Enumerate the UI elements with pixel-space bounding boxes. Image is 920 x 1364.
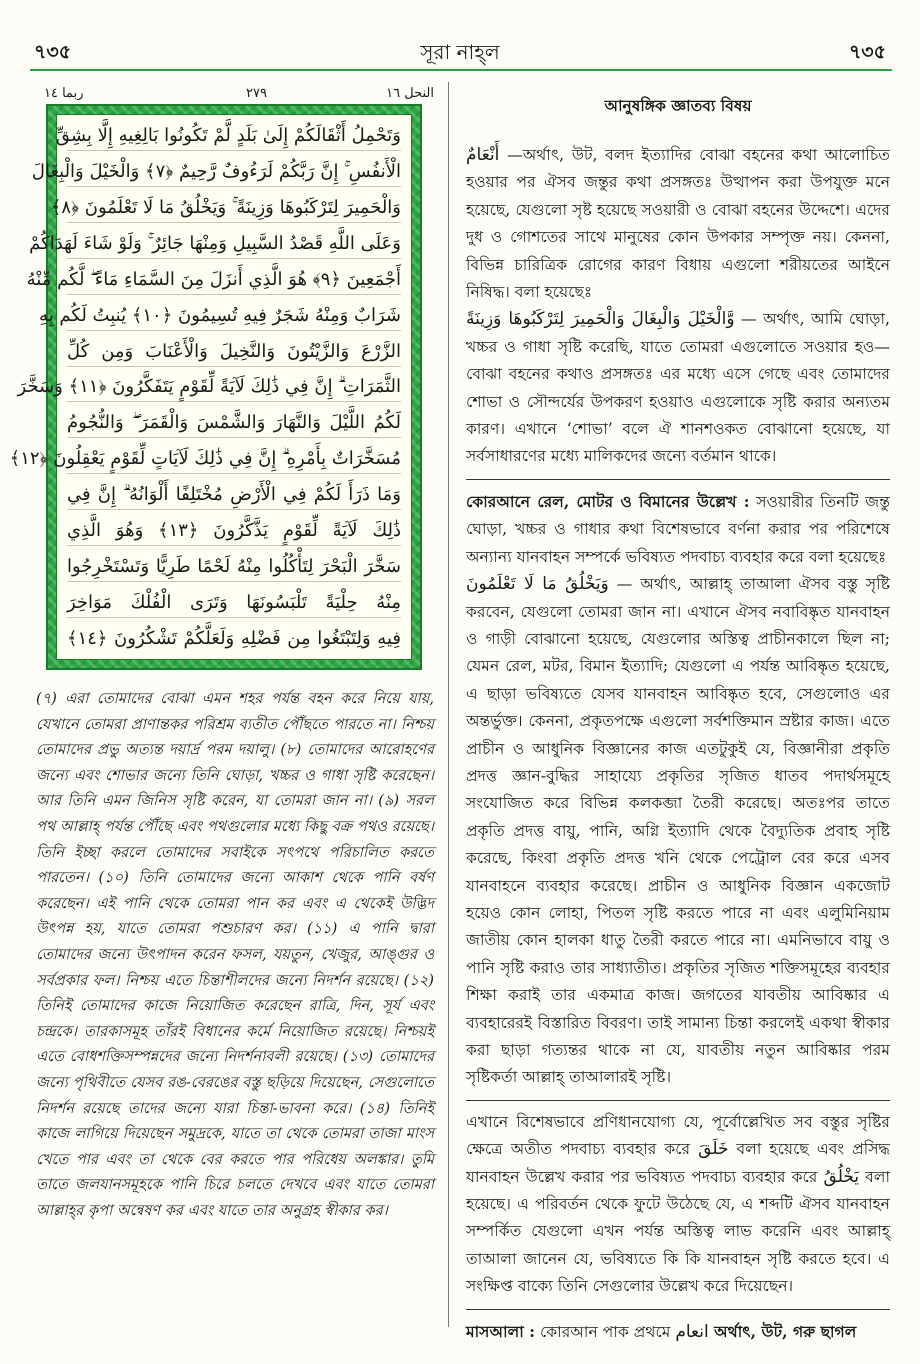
section-title: আনুষঙ্গিক জ্ঞাতব্য বিষয় xyxy=(604,96,752,115)
ayah-line: الزَّرْعَ وَالزَّيْتُونَ وَالنَّخِيلَ وَالْأَعْنَابَ وَمِن كُلِّ xyxy=(67,337,401,367)
ayah-line: الْأَنفُسِ ۚ إِنَّ رَبَّكُمْ لَرَءُوفٌ رَّحِيمٌ ﴿٧﴾ وَالْخَيْلَ وَالْبِغَالَ xyxy=(67,157,401,187)
paragraph-text: অর্থাৎ, উট, গরু ছাগল xyxy=(708,1321,857,1341)
commentary-paragraph xyxy=(466,1318,890,1346)
ayah-line: لَكُمُ اللَّيْلَ وَالنَّهَارَ وَالشَّمْسَ وَالْقَمَرَ ۖ وَالنُّجُومُ xyxy=(67,408,401,438)
arabic-term: أَنْعَامٌ xyxy=(466,145,500,165)
bengali-translation: (৭) এরা তোমাদের বোঝা এমন শহর পর্যন্ত বহন করে নিয়ে যায়, যেখানে তোমরা প্রাণান্তকর পরিশ্রম ব্যতীত পৌঁছতে পারতে না। নিশ্চয় তোমাদের প্রভু অত্যন্ত দয়ার্দ্র পরম দয়ালু। (৮) তোমাদের আরোহণের জন্যে এবং শোভার জন্যে তিনি ঘোড়া, খচ্চর ও গাধা সৃষ্টি করেছেন। আর তিনি এমন জিনিস সৃষ্টি করেন, যা তোমরা জান না। (৯) সরল পথ আল্লাহ্ পর্যন্ত পৌঁছে এবং পথগুলোর মধ্যে কিছু বক্র পথও রয়েছে। তিনি ইচ্ছা করলে তোমাদের সবাইকে সৎপথে পরিচালিত করতে পারতেন। (১০) তিনি তোমাদের জন্যে আকাশ থেকে পানি বর্ষণ করেছেন। এই পানি থেকে তোমরা পান কর এবং এ থেকেই উদ্ভিদ উৎপন্ন হয়, যাতে তোমরা পশুচারণ কর। (১১) এ পানি দ্বারা তোমাদের জন্যে উৎপাদন করেন ফসল, যয়তুন, খেজুর, আঙ্গুর ও সর্বপ্রকার ফল। নিশ্চয় এতে চিন্তাশীলদের জন্যে নিদর্শন রয়েছে। (১২) তিনিই তোমাদের কাজে নিয়োজিত করেছেন রাত্রি, দিন, সূর্য এবং চন্দ্রকে। তারকাসমূহ তাঁরই বিধানের কর্মে নিয়োজিত রয়েছে। নিশ্চয়ই এতে বোধশক্তিসম্পন্নদের জন্যে নিদর্শনাবলী রয়েছে। (১৩) তোমাদের জন্যে পৃথিবীতে যেসব রঙ-বেরঙের বস্তু ছড়িয়ে দিয়েছেন, সেগুলোতে নিদর্শন রয়েছে তাদের জন্যে যারা চিন্তা-ভাবনা করে। (১৪) তিনিই কাজে লাগিয়ে দিয়েছেন সমুদ্রকে, যাতে তা থেকে তোমরা তাজা মাংস খেতে পার এবং তা থেকে বের করতে পার পরিধেয় অলঙ্কার। তুমি তাতে জলযানসমূহকে পানি চিরে চলতে দেখবে এবং যাতে তোমরা আল্লাহ্‌র কৃপা অন্বেষণ কর এবং যাতে তার অনুগ্রহ স্বীকার কর। xyxy=(36,690,434,1219)
section-rule xyxy=(466,479,890,480)
quran-page-meta xyxy=(36,82,440,104)
paragraph-text: বলা হয়েছে এবং প্রসিদ্ধ যানবাহন উল্লেখ করার পর ভবিষ্যত পদবাচ্য ব্যবহার করে xyxy=(466,1140,890,1186)
paragraph-text: বলা হয়েছে। এ পরিবর্তন থেকে ফুটে উঠেছে যে, এ শব্দটি ঐসব যানবাহন সম্পর্কিত যেগুলো এখন পর্যন্ত অস্তিত্ব লাভ করেনি এবং আল্লাহ্ তাআলা জানেন যে, ভবিষ্যতে কি কি যানবাহন সৃষ্টি করতে হবে। এ সংক্ষিপ্ত বাক্যে তিনি সেগুলোর উল্লেখ করে দিয়েছেন। xyxy=(466,1167,890,1296)
surah-title: সূরা নাহ্‌ল xyxy=(420,40,500,64)
ayah-line: الثَّمَرَاتِ ۗ إِنَّ فِي ذَٰلِكَ لَآيَةً لِّقَوْمٍ يَتَفَكَّرُونَ ﴿١١﴾ وَسَخَّرَ xyxy=(67,372,401,402)
quran-page-number: ٢٧٩ xyxy=(246,86,267,101)
arabic-quote: وَيَخْلُقُ مَا لَا تَعْلَمُونَ xyxy=(466,574,609,595)
subsection-heading: কোরআনে রেল, মোটর ও বিমানের উল্লেখ : xyxy=(466,491,750,511)
para-label-arabic: ربما ١٤ xyxy=(44,86,84,101)
ayah-line: فِيهِ وَلِتَبْتَغُوا مِن فَضْلِهِ وَلَعَلَّكُمْ تَشْكُرُونَ ﴿١٤﴾ xyxy=(67,627,401,649)
page-header xyxy=(0,0,920,80)
quran-text-frame xyxy=(9,104,422,670)
ayah-line: وَتَحْمِلُ أَثْقَالَكُمْ إِلَىٰ بَلَدٍ لَّمْ تَكُونُوا بَالِغِيهِ إِلَّا بِشِقِّ xyxy=(67,121,401,151)
arabic-term: انعام xyxy=(675,1321,709,1342)
right-page-number: ৭৩৫ xyxy=(848,41,886,63)
subsection-heading: মাসআলা : xyxy=(466,1321,535,1341)
ayah-line: وَالْحَمِيرَ لِتَرْكَبُوهَا وَزِينَةً ۚ وَيَخْلُقُ مَا لَا تَعْلَمُونَ ﴿٨﴾ xyxy=(67,193,401,223)
arabic-term: خَلَقَ xyxy=(698,1139,729,1160)
commentary-paragraph xyxy=(466,306,890,470)
ayah-line: وَمَا ذَرَأَ لَكُمْ فِي الْأَرْضِ مُخْتَلِفًا أَلْوَانُهُ ۗ إِنَّ فِي xyxy=(67,480,401,510)
commentary-paragraph xyxy=(466,488,890,571)
paragraph-text: সওয়ারীর তিনটি জন্তু ঘোড়া, খচ্চর ও গাধার কথা বিশেষভাবে বর্ণনা করার পর পরিশেষে অন্যান্য যানবাহন সম্পর্কে ভবিষ্যত পদবাচ্য ব্যবহার করে বলা হয়েছেঃ xyxy=(466,492,890,566)
paragraph-text: —অর্থাৎ, উট, বলদ ইত্যাদির বোঝা বহনের কথা আলোচিত হওয়ার পর ঐসব জন্তুর কথা প্রসঙ্গতঃ উত্থাপন করা উপযুক্ত মনে হয়েছে, যেগুলো সৃষ্ট হয়েছে সওয়ারী ও বোঝা বহনের উদ্দেশে। এদের দুধ ও গোশতের সাথে মানুষের কোন উপকার সম্পৃক্ত নয়। কেননা, বিভিন্ন চারিত্রিক রোগের কারণ বিধায় এগুলো শরীয়তের আইনে নিষিদ্ধ। বলা হয়েছেঃ xyxy=(466,146,890,302)
ayah-line: أَجْمَعِينَ ﴿٩﴾ هُوَ الَّذِي أَنزَلَ مِنَ السَّمَاءِ مَاءً ۖ لَّكُم مِّنْهُ xyxy=(67,265,401,295)
section-rule xyxy=(466,1309,890,1310)
arabic-quote: وَّالْخَيْلَ وَالْبِغَالَ وَالْحَمِيرَ لِتَرْكَبُوهَا وَزِينَةً xyxy=(466,309,735,330)
commentary-paragraph xyxy=(466,571,890,1092)
left-column xyxy=(9,82,440,1332)
ayah-line: مُسَخَّرَاتٌ بِأَمْرِهِ ۗ إِنَّ فِي ذَٰلِكَ لَآيَاتٍ لِّقَوْمٍ يَعْقِلُونَ ﴿١٢﴾ xyxy=(67,444,401,474)
paragraph-text: এখানে বিশেষভাবে প্রণিধানযোগ্য যে, পূর্বোল্লেখিত সব বস্তুর সৃষ্টির ক্ষেত্রে অতীত পদবাচ্য ব্যবহার করে xyxy=(466,1112,890,1159)
header-divider xyxy=(30,69,892,71)
right-column xyxy=(466,82,890,1342)
section-rule xyxy=(466,1100,890,1101)
paragraph-text: — অর্থাৎ, আল্লাহ্ তাআলা ঐসব বস্তু সৃষ্টি করবেন, যেগুলো তোমরা জান না। এখানে ঐসব নবাবিষ্কৃত যানবাহন ও গাড়ী বোঝানো হয়েছে, যেগুলোর অস্তিত্ব প্রাচীনকালে ছিল না; যেমন রেল, মটর, বিমান ইত্যাদি; যেগুলো এ পর্যন্ত আবিষ্কৃত হয়েছে, এ ছাড়া ভবিষ্যতে যেসব যানবাহন আবিষ্কৃত হবে, সেগুলোও এর অন্তর্ভুক্ত। কেননা, প্রকৃতপক্ষে এগুলো সর্বশক্তিমান স্রষ্টার কাজ। এতে প্রাচীন ও আধুনিক বিজ্ঞানের কাজ এতটুকুই যে, বিজ্ঞানীরা প্রকৃতি প্রদত্ত জ্ঞান-বুদ্ধির সাহায্যে প্রকৃতির সৃজিত ধাতব পদার্থসমূহে সংযোজিত করে বিভিন্ন কলকব্জা তৈরী করেছে। অতঃপর তাতে প্রকৃতি প্রদত্ত বায়ু, পানি, অগ্নি ইত্যাদি থেকে বৈদ্যুতিক প্রবাহ সৃষ্টি করেছে, কিংবা প্রকৃতি প্রদত্ত খনি থেকে পেট্রোল বের করে এসব যানবাহনে ব্যবহার করেছে। প্রাচীন ও আধুনিক বিজ্ঞান একজোট হয়েও কোন লোহা, পিতল সৃষ্টি করতে পারে না এবং এলুমিনিয়াম জাতীয় কোন হালকা ধাতু তৈরী করতে পারে না। এমনিভাবে বায়ু ও পানি সৃষ্টি করাও তার সাধ্যাতীত। প্রকৃতির সৃজিত শক্তিসমূহের ব্যবহার শিক্ষা করাই তার একমাত্র কাজ। জগতের যাবতীয় আবিষ্কার এ ব্যবহারেরই বিস্তারিত বিবরণ। তাই সামান্য চিন্তা করলেই একথা স্বীকার করা ছাড়া গত্যন্তর থাকে না যে, যাবতীয় নতুন আবিষ্কার পরম সৃষ্টিকর্তা আল্লাহ্ তাআলারই সৃষ্টি। xyxy=(466,575,890,1087)
commentary-paragraph xyxy=(466,1109,890,1301)
ayah-line: مِنْهُ حِلْيَةً تَلْبَسُونَهَا وَتَرَى الْفُلْكَ مَوَاخِرَ xyxy=(67,588,401,618)
surah-label-arabic: النحل ١٦ xyxy=(386,86,434,101)
column-divider xyxy=(448,82,449,1327)
ayah-line: شَرَابٌ وَمِنْهُ شَجَرٌ فِيهِ تُسِيمُونَ ﴿١٠﴾ يُنبِتُ لَكُم بِهِ xyxy=(67,301,401,331)
ayah-line: ذَٰلِكَ لَآيَةً لِّقَوْمٍ يَذَّكَّرُونَ ﴿١٣﴾ وَهُوَ الَّذِي xyxy=(67,516,401,546)
arabic-term: يَخْلُقُ xyxy=(823,1166,860,1187)
left-page-number: ৭৩৫ xyxy=(34,41,72,63)
quran-text-box xyxy=(9,114,412,660)
paragraph-text: কোরআন পাক প্রথমে xyxy=(535,1322,676,1341)
ayah-line: وَعَلَى اللَّهِ قَصْدُ السَّبِيلِ وَمِنْهَا جَائِرٌ ۚ وَلَوْ شَاءَ لَهَدَاكُمْ xyxy=(67,229,401,259)
ayah-line: سَخَّرَ الْبَحْرَ لِتَأْكُلُوا مِنْهُ لَحْمًا طَرِيًّا وَتَسْتَخْرِجُوا xyxy=(67,552,401,582)
commentary-paragraph xyxy=(466,142,890,306)
paragraph-text: — অর্থাৎ, আমি ঘোড়া, খচ্চর ও গাধা সৃষ্টি করেছি, যাতে তোমরা এগুলোতে সওয়ার হও—বোঝা বহনের কথাও প্রসঙ্গতঃ এর মধ্যে এসে গেছে এবং তোমাদের শোভা ও সৌন্দর্যের উপকরণ হওয়াও এগুলোকে সৃষ্টি করার অন্যতম কারণ। এখানে ‘শোভা’ বলে ঐ শানশওকত বোঝানো হয়েছে, যা সর্বসাধারণের মধ্যে মালিকদের জন্যে বর্তমান থাকে। xyxy=(466,310,890,466)
